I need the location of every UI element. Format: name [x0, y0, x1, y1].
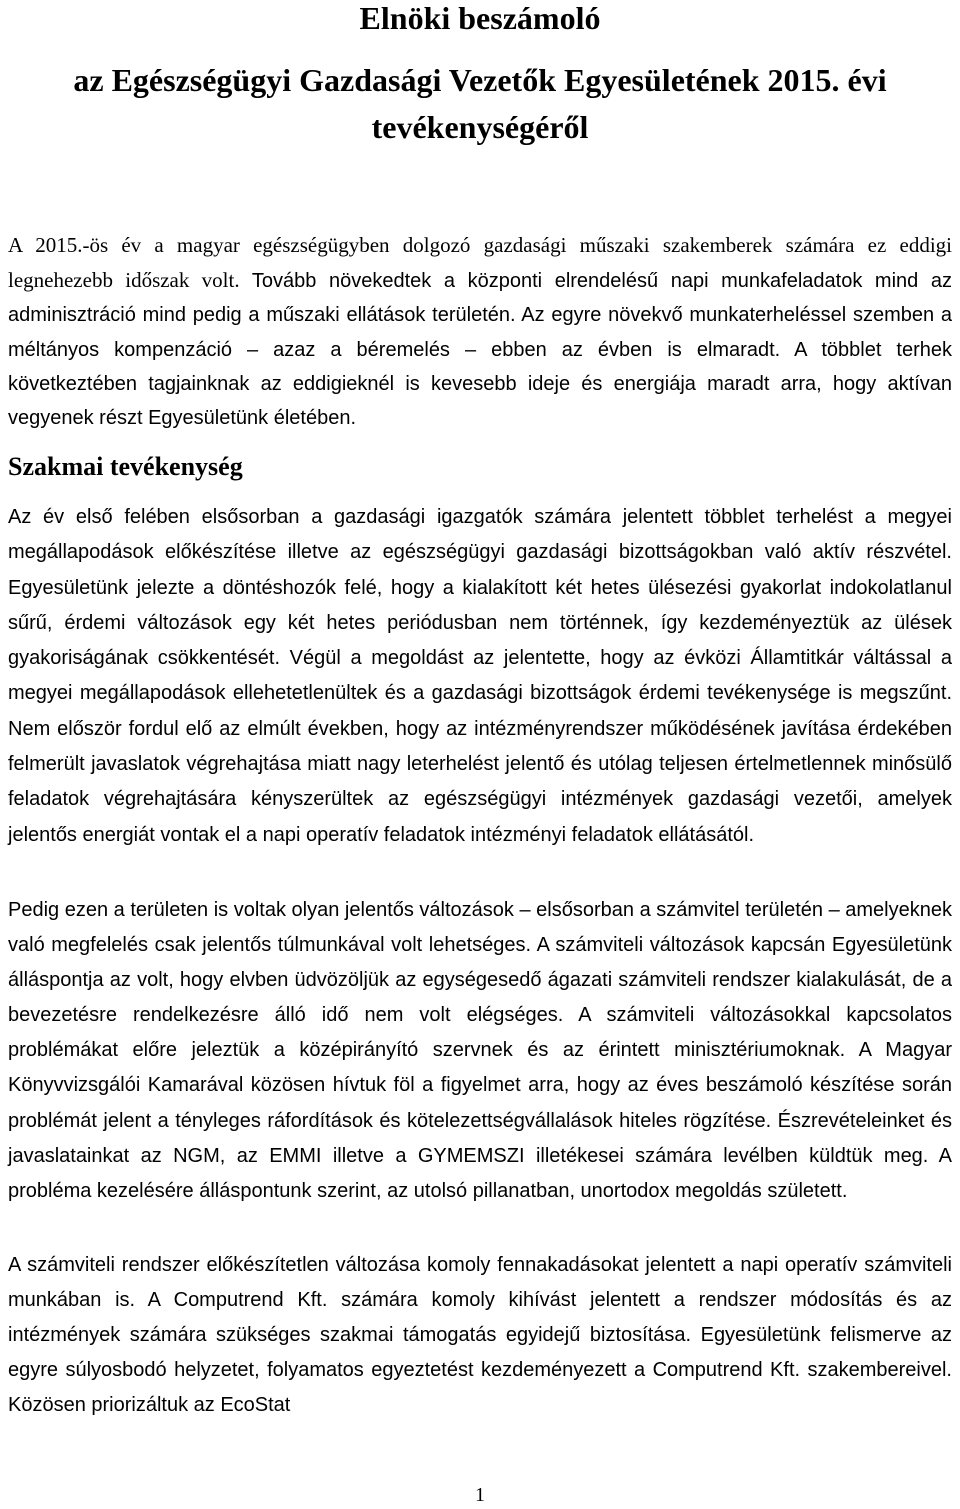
title-line-3: tevékenységéről [371, 109, 589, 145]
intro-text-serif: A 2015.-ös év a magyar egészségügyben dolgozó gazdasági műszaki szakemberek számára ez eddigi legnehezebb időszak volt. [8, 233, 952, 293]
intro-paragraph [8, 228, 952, 435]
section-paragraph-1: Az év első felében elsősorban a gazdasági igazgatók számára jelentett többlet terhelést a megyei megállapodások előkészítése illetve az egészségügyi gazdasági bizottságokban való aktív részvétel. Egyesületünk jelezte a döntéshozók felé, hogy a kialakított két hetes ülésezési gyakorlat indokolatlanul sűrű, érdemi változások egy két hetes periódusban nem történnek, így kezdeményeztük az ülések gyakoriságának csökkentését. Végül a megoldást az jelentette, hogy az évközi Államtitkár váltással a megyei megállapodások ellehetetlenültek és a gazdasági bizottságok érdemi tevékenysége is megszűnt. Nem először fordul elő az elmúlt években, hogy az intézményrendszer működésének javítása érdekében felmerült javaslatok végrehajtása miatt nagy leterhelést jelentő és utólag teljesen értelmetlennek minősülő feladatok végrehajtására kényszerültek az egészségügyi intézmények gazdasági vezetői, amelyek jelentős energiát vontak el a napi operatív feladatok intézményi feladatok ellátásától. [8, 506, 952, 846]
title-line-2: az Egészségügyi Gazdasági Vezetők Egyesületének 2015. évi [73, 62, 887, 98]
intro-text-sans: Tovább növekedtek a központi elrendelésű napi munkafeladatok mind az adminisztráció mind pedig a műszaki ellátások területén. Az egyre növekvő munkaterheléssel szemben a méltányos kompenzáció – azaz a béremelés – ebben az évben is elmaradt. A többlet terhek következtében tagjainknak az eddigieknél is kevesebb ideje és energiája maradt arra, hogy aktívan vegyenek részt Egyesületünk életében. [8, 270, 952, 430]
section-paragraph-2: Pedig ezen a területen is voltak olyan jelentős változások – elsősorban a számvitel területén – amelyeknek való megfelelés csak jelentős túlmunkával volt lehetséges. A számviteli változások kapcsán Egyesületünk álláspontja az volt, hogy elvben üdvözöljük az egységesedő ágazati számviteli rendszer kialakulását, de a bevezetésre rendelkezésre álló idő nem volt elégséges. A számviteli változásokkal kapcsolatos problémákat előre jeleztük a középirányító szervnek és az érintett minisztériumoknak. A Magyar Könyvvizsgálói Kamarával közösen hívtuk föl a figyelmet arra, hogy az éves beszámoló készítése során problémát jelent a tényleges ráfordítások és kötelezettségvállalások hiteles rögzítése. Észrevételeinket és javaslatainkat az NGM, az EMMI illetve a GYMEMSZI illetékesei számára levélben küldtük meg. A probléma kezelésére álláspontunk szerint, az utolsó pillanatban, unortodox megoldás született. [8, 899, 952, 1202]
title-line-1: Elnöki beszámoló [359, 0, 601, 36]
section-heading: Szakmai tevékenység [8, 452, 243, 481]
section-paragraph-3: A számviteli rendszer előkészítetlen változása komoly fennakadásokat jelentett a napi operatív számviteli munkában is. A Computrend Kft. számára komoly kihívást jelentett a rendszer módosítás és az intézmények számára szükséges szakmai támogatás egyidejű biztosítása. Egyesületünk felismerve az egyre súlyosbodó helyzetet, folyamatos egyeztetést kezdeményezett a Computrend Kft. szakembereivel. Közösen priorizáltuk az EcoStat [8, 1254, 952, 1417]
page-number: 1 [475, 1484, 485, 1506]
